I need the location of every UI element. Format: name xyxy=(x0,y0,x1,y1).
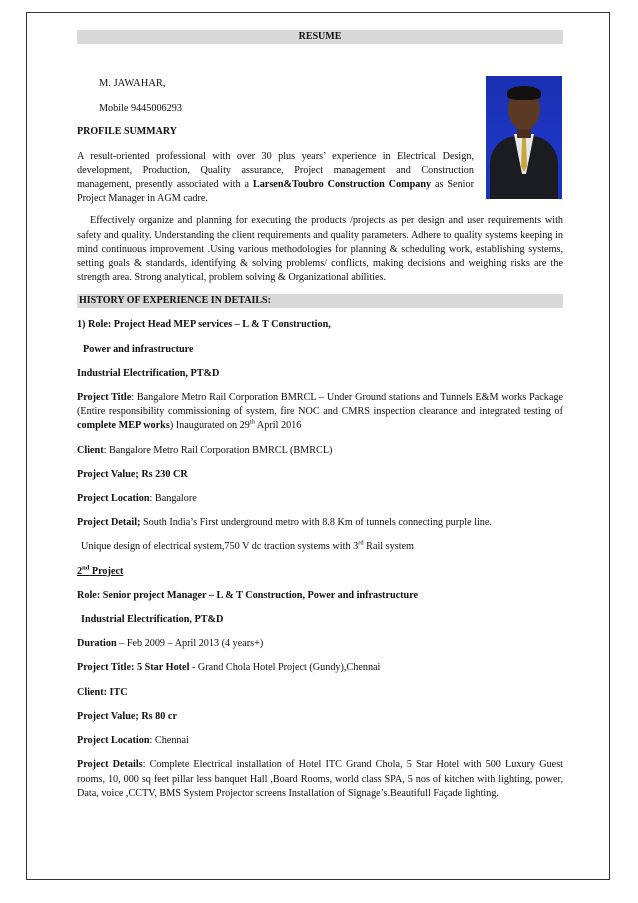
project-2-duration: Duration – Feb 2009 – April 2013 (4 years+) xyxy=(77,638,264,650)
summary-paragraph-1: A result-oriented professional with over 30 plus years’ experience in Electrical Design, development, Production, Quality assurance, Project management and Construction management, presently associated with a Larsen&Toubro Construction Company as Senior Project Manager in AGM cadre. xyxy=(77,150,474,205)
project-1-unique: Unique design of electrical system,750 V dc traction systems with 3rd Rail system xyxy=(81,540,414,553)
project-1 xyxy=(77,318,563,554)
history-heading: HISTORY OF EXPERIENCE IN DETAILS: xyxy=(77,294,563,308)
resume-title: RESUME xyxy=(77,30,563,44)
project-1-role: 1) Role: Project Head MEP services – L & T Construction, xyxy=(77,319,331,331)
profile-summary-heading: PROFILE SUMMARY xyxy=(77,126,177,138)
project-2 xyxy=(77,565,563,801)
resume-content xyxy=(77,30,563,811)
project-1-client: Client: Bangalore Metro Rail Corporation BMRCL (BMRCL) xyxy=(77,444,333,456)
project-1-location: Project Location: Bangalore xyxy=(77,493,197,505)
project-1-value: Project Value; Rs 230 CR xyxy=(77,468,188,480)
candidate-name: M. JAWAHAR, xyxy=(99,78,166,89)
project-2-title: Project Title: 5 Star Hotel - Grand Chola Hotel Project (Gundy),Chennai xyxy=(77,662,381,674)
project-2-heading: 2nd Project xyxy=(77,564,124,577)
project-1-title: Project Title: Bangalore Metro Rail Corporation BMRCL – Under Ground stations and Tunnels E&M works Package (Entire responsibility commissioning of system, fire NOC and CMRS inspection clearance and integrated testing of complete MEP works) Inaugurated on 29th April 2016 xyxy=(77,392,564,432)
project-2-role: Role: Senior project Manager – L & T Construction, Power and infrastructure xyxy=(77,589,419,601)
project-2-industrial: Industrial Electrification, PT&D xyxy=(81,614,224,626)
project-2-location: Project Location: Chennai xyxy=(77,735,189,747)
project-1-power: Power and infrastructure xyxy=(83,343,194,355)
summary-paragraph-2: Effectively organize and planning for executing the products /projects as per design and user requirements with safety and quality. Understanding the client requirements and quality parameters. Adhere to quality systems keeping in mind continuous improvement .Using various methodologies for planning & scheduling work, establishing systems, setting goals & standards, identifying & solving problems/ conflicts, making decisions and weighing risks are the strength area. Strong analytical, problem solving & Organizational abilities. xyxy=(77,215,563,284)
project-2-value: Project Value; Rs 80 cr xyxy=(77,710,177,722)
project-2-client: Client: ITC xyxy=(77,686,128,698)
mobile-number: Mobile 9445006293 xyxy=(99,103,182,115)
project-1-industrial: Industrial Electrification, PT&D xyxy=(77,367,220,379)
project-2-details: Project Details: Complete Electrical installation of Hotel ITC Grand Chola, 5 Star Hotel with 500 Luxury Guest rooms, 10, 000 sq feet pillar less banquet Hall ,Board Rooms, world class SPA, 5 nos of kitchen with lighting, power, Data, voice ,CCTV, BMS System Projector screens Installation of Signage’s.Beautifull Façade lighting. xyxy=(77,759,563,799)
project-1-detail: Project Detail; South India’s First underground metro with 8.8 Km of tunnels connecting purple line. xyxy=(77,517,492,529)
